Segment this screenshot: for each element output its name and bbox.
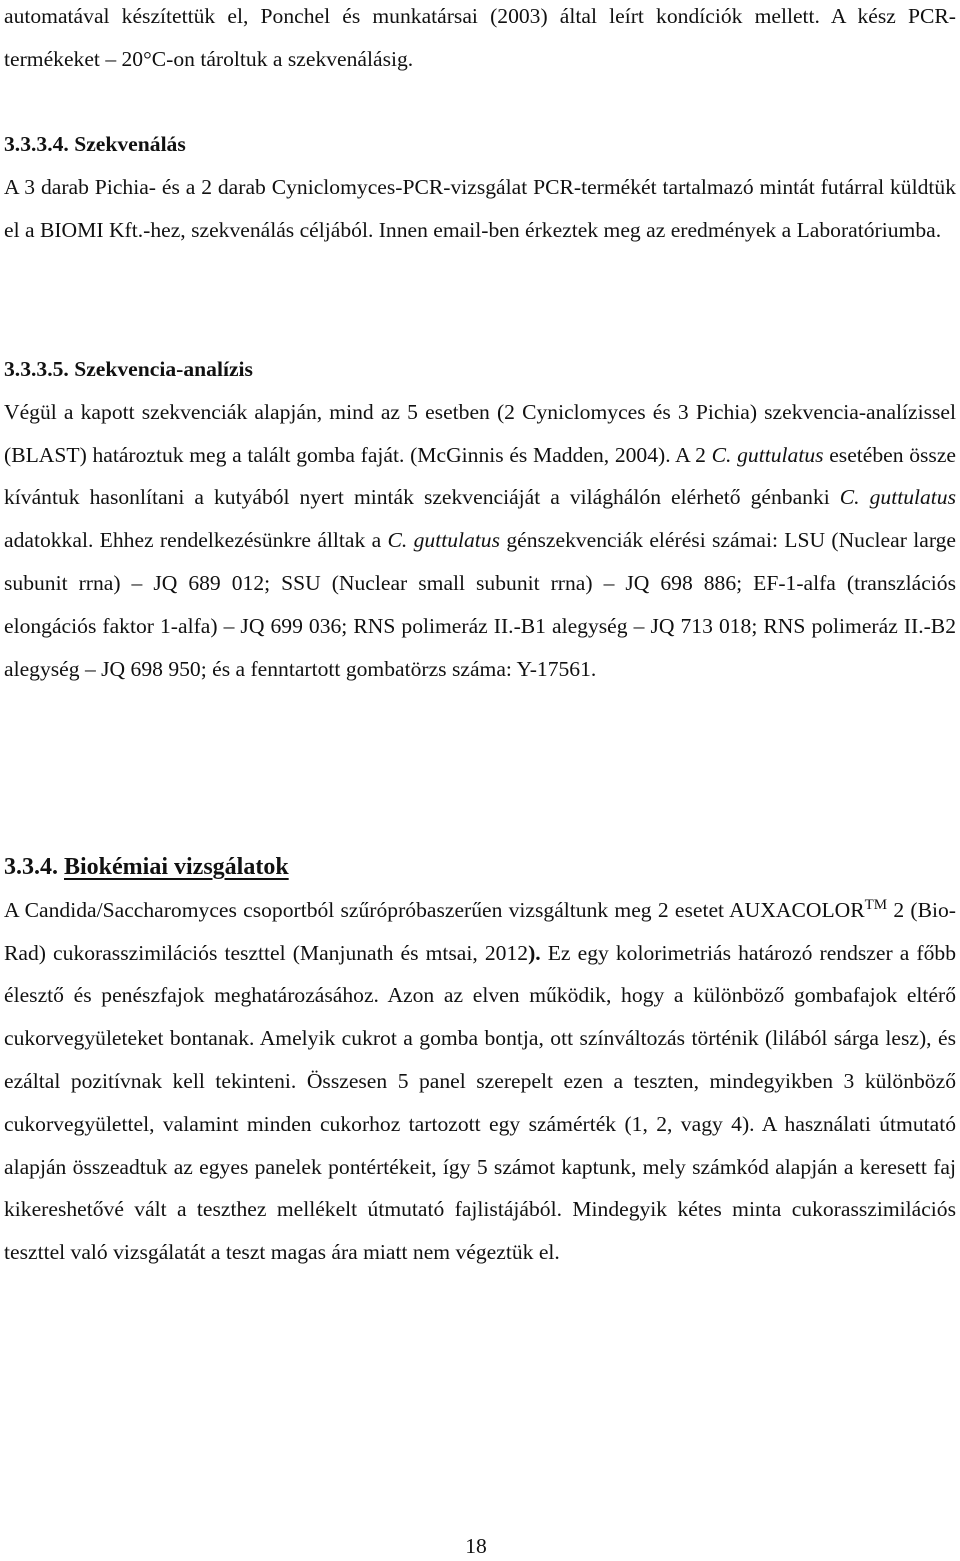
section-3334-body: A 3 darab Pichia- és a 2 darab Cyniclomyces-PCR-vizsgálat PCR-termékét tartalmazó mintát futárral küldtük el a BIOMI Kft.-hez, szekvenálás céljából. Innen email-ben érkeztek meg az eredmények a Laboratóriumba. xyxy=(4,174,956,242)
species-name: C. guttulatus xyxy=(387,528,501,553)
section-3335-title: Szekvencia-analízis xyxy=(74,357,253,381)
section-334-text-3: Ez egy kolorimetriás határozó rendszer a főbb élesztő és penészfajok meghatározásához. Azon az elven működik, hogy a különböző gombafajok eltérő cukorvegyületeket bontanak. Amelyik cukrot a gomba bontja, ott színváltozás történik (lilából sárga lesz), és ezáltal pozitívnak kell tekinteni. Összesen 5 panel szerepelt ezen a teszten, mindegyikben 3 különböző cukorvegyülettel, valamint minden cukorhoz tartozott egy számérték (1, 2, vagy 4). A használati útmutató alapján összeadtuk az egyes panelek pontértékeit, így 5 számot kaptunk, mely számkód alapján a keresett faj kikereshetővé vált a teszthez mellékelt útmutató fajlistájából. Mindegyik kétes minta cukorasszimilációs teszttel való vizsgálatát a teszt magas ára miatt nem végeztük el. xyxy=(4,940,956,1265)
section-334-bold-punctuation: ). xyxy=(528,940,541,965)
section-3334-title: Szekvenálás xyxy=(74,132,186,156)
section-3335-number: 3.3.3.5. xyxy=(4,357,69,381)
section-334 xyxy=(4,846,956,1274)
section-334-title: Biokémiai vizsgálatok xyxy=(64,854,289,880)
section-3335-body xyxy=(4,391,956,691)
section-3335-text-4: génszekvenciák elérési számai: LSU (Nuclear large subunit rrna) – JQ 689 012; SSU (Nuclear small subunit rrna) – JQ 698 886; EF-1-alfa (transzlációs elongációs faktor 1-alfa) – JQ 699 036; RNS polimeráz II.-B1 alegység – JQ 713 018; RNS polimeráz II.-B2 alegység – JQ 698 950; és a fenntartott gombatörzs száma: Y-17561. xyxy=(4,528,956,681)
section-3335-text-2: esetében össze kívántuk hasonlítani a kutyából nyert minták szekvenciáját a világhálón elérhető génbanki xyxy=(4,442,956,510)
section-334-text-2: 2 (Bio-Rad) cukorasszimilációs teszttel (Manjunath és mtsai, 2012 xyxy=(4,897,956,965)
section-3335-text-3: adatokkal. Ehhez rendelkezésünkre álltak a xyxy=(4,528,388,553)
section-3335-heading xyxy=(4,348,956,391)
species-name: C. guttulatus xyxy=(711,442,824,467)
page-number: 18 xyxy=(465,1534,487,1558)
section-3334-number: 3.3.3.4. xyxy=(4,132,69,156)
trademark-superscript: TM xyxy=(864,896,888,913)
section-334-text-1: A Candida/Saccharomyces csoportból szűrópróbaszerűen vizsgáltunk meg 2 esetet AUXACOLOR xyxy=(4,897,865,922)
section-334-heading xyxy=(4,846,956,889)
intro-text: automatával készítettük el, Ponchel és munkatársai (2003) által leírt kondíciók mellett. A kész PCR-termékeket – 20°C-on tároltuk a szekvenálásig. xyxy=(4,4,956,71)
section-3334 xyxy=(4,123,956,251)
species-name: C. guttulatus xyxy=(839,485,956,510)
section-334-number: 3.3.4. xyxy=(4,854,58,880)
intro-paragraph xyxy=(4,0,956,81)
section-334-body xyxy=(4,889,956,1274)
section-3335 xyxy=(4,348,956,690)
section-3335-text-1: Végül a kapott szekvenciák alapján, mind az 5 esetben (2 Cyniclomyces és 3 Pichia) szekvencia-analízissel (BLAST) határoztuk meg a talált gomba faját. (McGinnis és Madden, 2004). A 2 xyxy=(4,399,956,467)
section-3334-heading xyxy=(4,123,956,166)
